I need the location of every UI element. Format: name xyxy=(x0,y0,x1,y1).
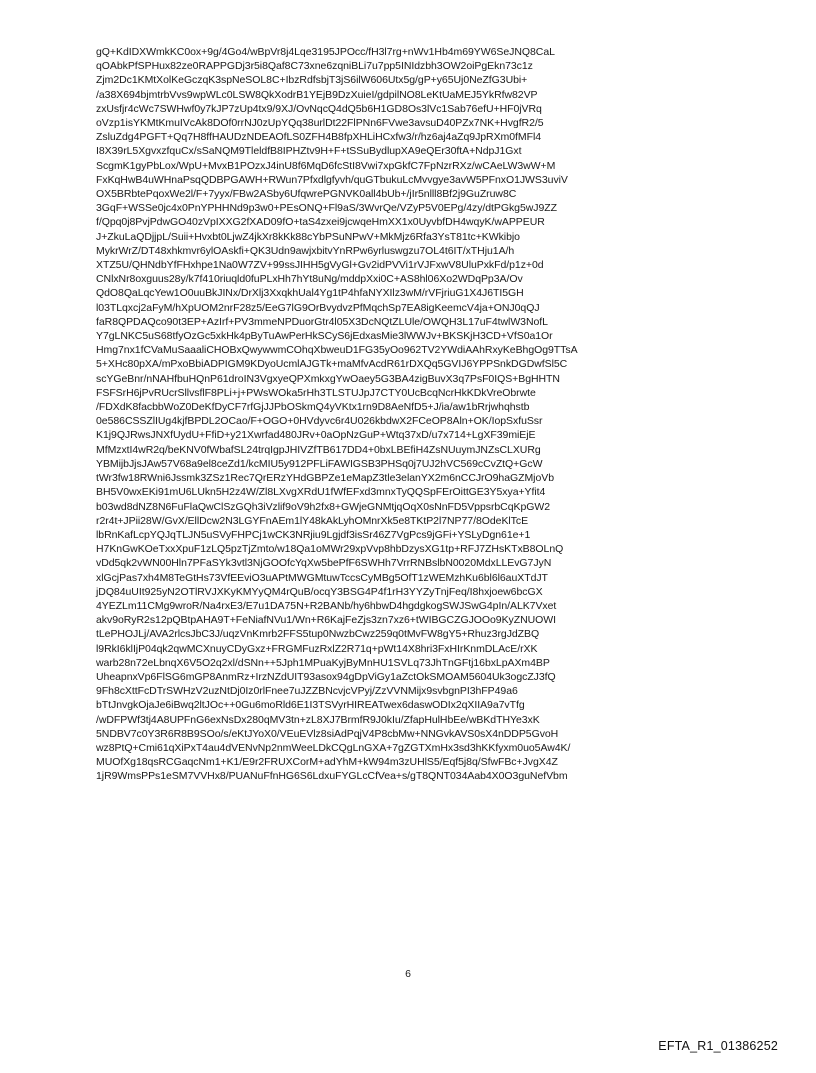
text-line: tWr3fw18RWni6Jssmk3ZSz1Rec7QrERzYHdGBPZe1eMapZ3tle3elanYX2m6nCCJrO9haGZMjoVb xyxy=(96,472,554,485)
text-line: Y7gLNKC5uS68tfyOzGc5xkHk4pByTuAwPerHkSCyS6jEdxasMie3lWWJv+BKSKjH3CD+VfS0a1Or xyxy=(96,330,553,343)
text-line: H7KnGwKOeTxxXpuF1zLQ5pzTjZmto/w18Qa1oMWr29xpVvp8hbDzysXG1tp+RFJ7ZHsKTxB8OLnQ xyxy=(96,543,564,556)
text-line: xlGcjPas7xh4M8TeGtHs73VfEEviO3uAPtMWGMtuwTccsCyMBg5OfT1zWEMzhKu6bl6l6auXTdJT xyxy=(96,571,548,584)
text-line: I8X39rL5XgvxzfquCx/sSaNQM9TleldfB8IPHZtv9H+F+tSSuBydlupXA9eQEr30ftA+NdpJ1Gxt xyxy=(96,145,522,158)
text-line: scYGeBnr/nNAHfbuHQnP61droIN3VgxyeQPXmkxgYwOaey5G3BA4zigBuvX3q7PsF0IQS+BgHHTN xyxy=(96,372,560,385)
text-line: K1j9QJRwsJNXfUydU+FfiD+y21Xwrfad480JRv+0aOpNzGuP+Wtq37xD/u7x714+LgXF39miEjE xyxy=(96,429,536,442)
text-line: lbRnKafLcpYQJqTLJN5uSVyFHPCj1wCK3NRjiu9Lgjdf3isSr46Z7VgPcs9jGFi+YSLyDgn61e+1 xyxy=(96,528,531,541)
text-line: vDd5qk2vWN00Hln7PFaSYk3vtl3NjGOOfcYqXw5bePfF6SWHh7VrrRNBslbN0020MdxLLEvG7JyN xyxy=(96,557,552,570)
text-line: wz8PtQ+Cmi61qXiPxT4au4dVENvNp2nmWeeLDkCQgLnGXA+7gZGTXmHx3sd3hKKfyxm0uo5Aw4K/ xyxy=(96,741,571,754)
text-line: XTZ5U/QHNdbYfFHxhpe1Na0W7ZV+99ssJIHH5gVyGl+Gv2idPVVi1rVJFxwV8UluPxkFd/p1z+0d xyxy=(96,259,544,272)
text-line: tLePHOJLj/AVA2rlcsJbC3J/uqzVnKmrb2FFS5tup0NwzbCwz259q0tMvFW8gY5+Rhuz3rgJdZBQ xyxy=(96,628,540,641)
page-number: 6 xyxy=(405,968,411,980)
text-line: FSFSrH6jPvRUcrSllvsflF8PLi+j+PWsWOka5rHh3TLSTUJpJ7CTY0UcBcqNcrHkKDkVreObrwte xyxy=(96,386,536,399)
text-line: 5+XHc80pXA/mPxoBbiADPIGM9KDyoUcmlAJGTk+maMfvAcdR61rDXQq5GVIJ6YPPSnkDGDwfSl5C xyxy=(96,358,568,371)
encoded-text-block xyxy=(96,45,696,784)
text-line: BH5V0wxEKi91mU6LUkn5H2z4W/Zl8LXvgXRdU1fWfEFxd3mnxTyQQSpFErOittGE3Y5xya+Yfit4 xyxy=(96,486,546,499)
text-line: 5NDBV7c0Y3R6R8B9SOo/s/eKtJYoX0/VEuEVlz8siAdPqjV4P8cbMw+NNGvkAVS0sX4nDDP5GvoH xyxy=(96,727,559,740)
text-line: oVzp1isYKMtKmuIVcAk8DOf0rrNJ0zUpYQq38urlDt22FlPNn6FVwe3avsuD40PZx7NK+HvgfR2/5 xyxy=(96,117,544,130)
text-line: ScgmK1gyPbLox/WpU+MvxB1POzxJ4inU8f6MqD6fcStI8Vwi7xpGkfC7FpNzrRXz/wCAeLW3wW+M xyxy=(96,159,556,172)
text-line: f/Qpq0j8PvjPdwGO40zVpIXXG2fXAD09fO+taS4zxei9jcwqeHmXX1x0UyvbfDH4wqyK/wAPPEUR xyxy=(96,216,545,229)
text-line: 3GqF+WSSe0jc4x0PnYPHHNd9p3w0+PEsONQ+Fl9aS/3WvrQe/VZyP5V0EPg/4zy/dtPGkg5wJ9ZZ xyxy=(96,202,558,215)
text-line: QdO8QaLqcYew1O0uuBkJINx/DrXlj3XxqkhUal4Yg1tP4hfaNYXIlz3wM/rVFjriuG1X4J6TI5GH xyxy=(96,287,524,300)
text-line: gQ+KdIDXWmkKC0ox+9g/4Go4/wBpVr8j4Lqe3195JPOcc/fH3l7rg+nWv1Hb4m69YW6SeJNQ8CaL xyxy=(96,46,555,58)
text-line: bTtJnvgkOjaJe6iBwq2ltJOc++0Gu6moRld6E1I3TSVyrHIREATwex6daswODIx2qXIIA9a7vTfg xyxy=(96,699,525,712)
text-line: /wDFPWf3tj4A8UPFnG6exNsDx280qMV3tn+zL8XJ7BrmfR9J0kIu/ZfapHulHbEe/wBKdTHYe3xK xyxy=(96,713,540,726)
text-line: warb28n72eLbnqX6V5O2q2xl/dSNn++5Jph1MPuaKyjByMnHU1SVLq73JhTnGFtj16bxLpAXm4BP xyxy=(96,656,550,669)
text-line: MfMzxtI4wR2q/beKNV0fWbafSL24trqIgpJHIVZfTB617DD4+0bxLBEfiH4ZsNUuymJNZsCLXURg xyxy=(96,443,541,456)
text-line: qOAbkPfSPHux82ze0RAPPGDj3r5i8Qaf8C73xne6zqniBLi7u7pp5INIdzbh3OW2oiPgEkn73c1z xyxy=(96,60,533,73)
text-line: CNlxNr8oxguus28y/k7f410riuqld0fuPLxHh7hYt8uNg/mddpXxi0C+AS8hl06Xo2WDqPp3A/Ov xyxy=(96,273,523,286)
text-line: jDQ84uUIt925yN2OTlRVJXKyKMYyQM4rQuB/ocqY3BSG4P4f1rH3YYZyTnjFeq/I8hxjoew6bcGX xyxy=(96,585,543,598)
text-line: 9Fh8cXttFcDTrSWHzV2uzNtDj0Iz0rlFnee7uJZZBNcvjcVPyj/ZzVVNMijx9svbgnPI3hFP49a6 xyxy=(96,685,518,698)
text-line: l03TLqxcj2aFyM/hXpUOM2nrF28z5/EeG7lG9OrBvydvzPfMqchSp7EA8igKeemcV4ja+ONJ0qQJ xyxy=(96,301,540,314)
text-line: MUOfXg18qsRCGaqcNm1+K1/E9r2FRUXCorM+adYhM+kW94m3zUHlS5/Eqf5j8q/SfwFBc+JvgX4Z xyxy=(96,756,558,769)
text-line: Hmg7nx1fCVaMuSaaaliCHOBxQwywwmCOhqXbweuD1FG35yOo962TV2YWdiAAhRxyKeBhgOg9TTsA xyxy=(96,344,578,357)
text-line: b03wd8dNZ8N6FuFlaQwClSzGQh3iVzlif9oV9h2fx8+GWjeGNMtjqOqX0sNnFD5VppsrbCqKpGW2 xyxy=(96,500,551,513)
text-line: l9RkI6klIjP04qk2qwMCXnuyCDyGxz+FRGMFuzRxlZ2R71q+pWt14X8hri3FxHIrKnmDLAcE/rXK xyxy=(96,642,538,655)
text-line: faR8QPDAQco90t3EP+AzIrf+PV3mmeNPDuorGtr4l05X3DcNQtZLUle/OWQH3L17uF4twlW3NofL xyxy=(96,315,548,328)
text-line: Zjm2Dc1KMtXolKeGczqK3spNeSOL8C+IbzRdfsbjT3jS6ilW606Utx5g/gP+y65Uj0NeZfG3Ubi+ xyxy=(96,74,528,87)
text-line: MykrWrZ/DT48xhkmvr6ylOAskfi+QK3Udn9awjxbitvYnRPw6yrluswgzu7OL4t6IT/xTHju1A/h xyxy=(96,244,515,257)
text-line: /a38X694bjmtrbVvs9wpWLc0LSW8QkXodrB1YEjB9DzXuieI/gdpilNO8LeKtUaMEJ5YkRfw82VP xyxy=(96,88,538,101)
text-line: akv9oRyR2s12pQBtpAHA9T+FeNiafNVu1/Wn+R6KajFeZjs3zn7xz6+tWIBGCZGJOOo9KyZNUOWI xyxy=(96,614,557,627)
text-line: 0e586CSSZlIUg4kjfBPDL2OCao/F+OGO+0HVdyvc6r4U026kbdwX2FCeOP8Aln+OK/IopSxfuSsr xyxy=(96,415,543,428)
text-line: UheapnxVp6FlSG6mGP8AnmRz+IrzNZdUIT93asox94gDpViGy1aZctOkSMOAM5604Uk3ogcZJ3fQ xyxy=(96,670,556,683)
text-line: zxUsfjr4cWc7SWHwf0y7kJP7zUp4tx9/9XJ/OvNqcQ4dQ5b6H1GD8Os3lVc1Sab76efU+HF0jVRq xyxy=(96,102,542,115)
text-line: ZsluZdg4PGFT+Qq7H8ffHAUDzNDEAOfLS0ZFH4B8fpXHLiHCxfw3/r/hz6aj4aZq9JpRXm0fMFl4 xyxy=(96,131,542,144)
text-line: OX5BRbtePqoxWe2l/F+7yyx/FBw2ASby6UfqwrePGNVK0all4bUb+/jIr5nlll8Bf2j9GuZruw8C xyxy=(96,188,517,201)
text-line: J+ZkuLaQDjjpL/Suii+Hvxbt0LjwZ4jkXr8kKk88cYbPSuNPwV+MkMjz6Rfa3YsT81tc+KWkibjo xyxy=(96,230,520,243)
document-id: EFTA_R1_01386252 xyxy=(658,1039,778,1053)
text-line: r2r4t+JPii28W/GvX/EllDcw2N3LGYFnAEm1lY48kAkLyhOMnrXk5e8TKtP2l7NP77/8OdeKlTcE xyxy=(96,514,529,527)
text-line: YBMijbJjsJAw57V68a9el8ceZd1/kcMIU5y912PFLiFAWIGSB3PHSq0j7UJ2hVC569cCvZtQ+GcW xyxy=(96,457,543,470)
text-line: 4YEZLm11CMg9wroR/Na4rxE3/E7u1DA75N+R2BANb/hy6hbwD4hgdgkogSWJSwG4pIn/ALK7Vxet xyxy=(96,599,557,612)
text-line: 1jR9WmsPPs1eSM7VVHx8/PUANuFfnHG6S6LdxuFYGLcCfVea+s/gT8QNT034Aab4X0O3guNefVbm xyxy=(96,770,568,783)
text-line: FxKqHwB4uWHnaPsqQDBPGAWH+RWun7Pfxdlgfyvh/quGTbukuLcMvvgye3avW5PFnxO1JWS3uviV xyxy=(96,173,568,186)
text-line: /FDXdK8facbbWoZ0DeKfDyCF7rfGjJJPbOSkmQ4yVKtx1rn9D8AeNfD5+J/ia/aw1bRrjwhqhstb xyxy=(96,401,530,414)
